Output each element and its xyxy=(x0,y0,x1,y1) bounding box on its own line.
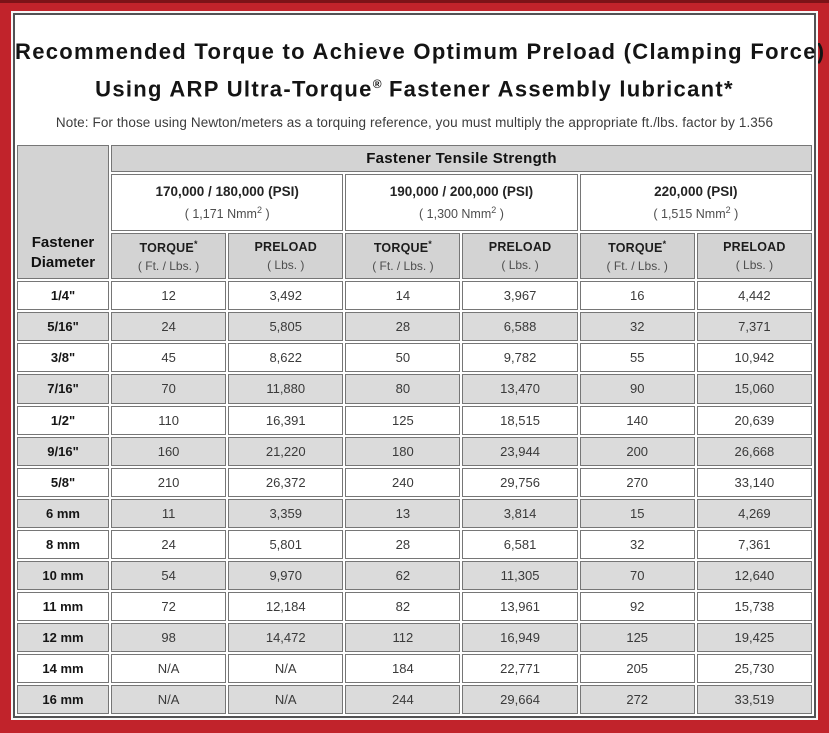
value-cell: 20,639 xyxy=(697,406,812,435)
registered-trademark-icon: ® xyxy=(372,77,382,91)
value-cell: 14,472 xyxy=(228,623,343,652)
value-cell: 125 xyxy=(580,623,695,652)
value-cell: 24 xyxy=(111,530,226,559)
value-cell: 7,371 xyxy=(697,312,812,341)
value-cell: 33,519 xyxy=(697,685,812,714)
value-cell: 22,771 xyxy=(462,654,577,683)
title-line-2 xyxy=(15,68,814,105)
value-cell: 90 xyxy=(580,374,695,403)
table-container xyxy=(15,143,814,716)
value-cell: 54 xyxy=(111,561,226,590)
value-cell: 23,944 xyxy=(462,437,577,466)
value-cell: 82 xyxy=(345,592,460,621)
note-text: Note: For those using Newton/meters as a torquing reference, you must multiply the appropriate ft./lbs. factor by 1.356 xyxy=(55,115,774,131)
nmm-post-1: ) xyxy=(261,207,270,222)
value-cell: 45 xyxy=(111,343,226,372)
value-cell: 3,359 xyxy=(228,499,343,528)
value-cell: 184 xyxy=(345,654,460,683)
value-cell: 4,269 xyxy=(697,499,812,528)
value-cell: 140 xyxy=(580,406,695,435)
torque-asterisk-3: * xyxy=(662,239,667,250)
psi-value-2: 190,000 / 200,000 (PSI) xyxy=(389,184,534,200)
corner-header-line-2: Diameter xyxy=(30,253,96,271)
psi-group-header-2 xyxy=(345,174,577,231)
value-cell: 19,425 xyxy=(697,623,812,652)
table-row xyxy=(17,530,812,559)
value-cell: 11,880 xyxy=(228,374,343,403)
value-cell: 16,949 xyxy=(462,623,577,652)
table-row xyxy=(17,499,812,528)
nmm-sup-2: 2 xyxy=(491,205,497,216)
torque-column-header-2 xyxy=(345,233,460,279)
diameter-cell: 11 mm xyxy=(17,592,109,621)
value-cell: 28 xyxy=(345,312,460,341)
value-cell: 80 xyxy=(345,374,460,403)
table-row xyxy=(17,685,812,714)
value-cell: 13,470 xyxy=(462,374,577,403)
title-line-1: Recommended Torque to Achieve Optimum Preload (Clamping Force) xyxy=(15,39,826,64)
table-row xyxy=(17,623,812,652)
torque-column-header-3 xyxy=(580,233,695,279)
value-cell: 210 xyxy=(111,468,226,497)
column-header-row xyxy=(17,233,812,279)
nmm-post-2: ) xyxy=(496,207,504,222)
page-title xyxy=(15,15,826,143)
value-cell: 3,967 xyxy=(462,281,577,310)
nmm-pre-3: ( 1,515 Nmm xyxy=(653,207,726,222)
nmm-pre-2: ( 1,300 Nmm xyxy=(419,207,492,222)
torque-label-1 xyxy=(112,239,225,255)
preload-units-1: ( Lbs. ) xyxy=(267,258,305,273)
value-cell: 9,782 xyxy=(462,343,577,372)
table-row xyxy=(17,406,812,435)
value-cell: 12,184 xyxy=(228,592,343,621)
value-cell: 21,220 xyxy=(228,437,343,466)
value-cell: 29,664 xyxy=(462,685,577,714)
title-line-2-cont: Fastener Assembly lubricant* xyxy=(381,76,734,102)
value-cell: 110 xyxy=(111,406,226,435)
diameter-cell: 16 mm xyxy=(17,685,109,714)
value-cell: 244 xyxy=(345,685,460,714)
psi-value-3: 220,000 (PSI) xyxy=(654,184,738,200)
preload-column-header-3 xyxy=(697,233,812,279)
value-cell: 180 xyxy=(345,437,460,466)
value-cell: 25,730 xyxy=(697,654,812,683)
nmm-post-3: ) xyxy=(730,207,739,222)
value-cell: 12 xyxy=(111,281,226,310)
table-body xyxy=(17,281,812,714)
preload-column-header-2 xyxy=(462,233,577,279)
value-cell: 26,372 xyxy=(228,468,343,497)
value-cell: 205 xyxy=(580,654,695,683)
value-cell: 62 xyxy=(345,561,460,590)
table-row xyxy=(17,654,812,683)
value-cell: 11 xyxy=(111,499,226,528)
torque-column-header-1 xyxy=(111,233,226,279)
value-cell: 125 xyxy=(345,406,460,435)
value-cell: 8,622 xyxy=(228,343,343,372)
diameter-cell: 12 mm xyxy=(17,623,109,652)
nmm-value-3 xyxy=(581,205,811,221)
preload-column-header-1 xyxy=(228,233,343,279)
nmm-sup-1: 2 xyxy=(256,205,262,216)
psi-group-header-3 xyxy=(580,174,812,231)
value-cell: 12,640 xyxy=(697,561,812,590)
torque-asterisk-2: * xyxy=(428,239,432,250)
diameter-cell: 7/16" xyxy=(17,374,109,403)
preload-label-2: PRELOAD xyxy=(488,240,552,255)
value-cell: N/A xyxy=(228,685,343,714)
value-cell: 15 xyxy=(580,499,695,528)
diameter-cell: 1/4" xyxy=(17,281,109,310)
value-cell: 18,515 xyxy=(462,406,577,435)
value-cell: 32 xyxy=(580,530,695,559)
psi-value-1: 170,000 / 180,000 (PSI) xyxy=(155,184,299,200)
value-cell: 13 xyxy=(345,499,460,528)
diameter-cell: 6 mm xyxy=(17,499,109,528)
value-cell: 272 xyxy=(580,685,695,714)
value-cell: 5,801 xyxy=(228,530,343,559)
diameter-cell: 9/16" xyxy=(17,437,109,466)
value-cell: N/A xyxy=(111,654,226,683)
value-cell: 55 xyxy=(580,343,695,372)
value-cell: N/A xyxy=(228,654,343,683)
value-cell: 24 xyxy=(111,312,226,341)
title-line-2-text: Using ARP Ultra-Torque xyxy=(95,76,373,102)
value-cell: 15,060 xyxy=(697,374,812,403)
diameter-cell: 5/8" xyxy=(17,468,109,497)
diameter-cell: 5/16" xyxy=(17,312,109,341)
nmm-sup-3: 2 xyxy=(725,205,731,216)
value-cell: 26,668 xyxy=(697,437,812,466)
corner-header-cell xyxy=(17,145,109,279)
preload-label-1: PRELOAD xyxy=(254,240,317,255)
value-cell: 3,492 xyxy=(228,281,343,310)
table-row xyxy=(17,343,812,372)
diameter-cell: 8 mm xyxy=(17,530,109,559)
diameter-cell: 14 mm xyxy=(17,654,109,683)
diameter-cell: 10 mm xyxy=(17,561,109,590)
value-cell: 28 xyxy=(345,530,460,559)
table-row xyxy=(17,468,812,497)
diameter-cell: 3/8" xyxy=(17,343,109,372)
value-cell: 29,756 xyxy=(462,468,577,497)
value-cell: 16 xyxy=(580,281,695,310)
torque-label-text-2: TORQUE xyxy=(373,241,429,256)
value-cell: 16,391 xyxy=(228,406,343,435)
preload-label-3: PRELOAD xyxy=(723,240,786,255)
value-cell: 10,942 xyxy=(697,343,812,372)
value-cell: 9,970 xyxy=(228,561,343,590)
content-frame xyxy=(13,13,826,718)
torque-units-3: ( Ft. / Lbs. ) xyxy=(606,259,668,274)
table-row xyxy=(17,592,812,621)
value-cell: 200 xyxy=(580,437,695,466)
torque-units-1: ( Ft. / Lbs. ) xyxy=(137,259,200,274)
tensile-strength-header: Fastener Tensile Strength xyxy=(111,145,812,172)
value-cell: 50 xyxy=(345,343,460,372)
group-header-row xyxy=(17,145,812,172)
value-cell: 7,361 xyxy=(697,530,812,559)
value-cell: 32 xyxy=(580,312,695,341)
value-cell: 92 xyxy=(580,592,695,621)
torque-label-text-3: TORQUE xyxy=(608,241,663,256)
torque-table xyxy=(15,143,814,716)
value-cell: 33,140 xyxy=(697,468,812,497)
nmm-value-1 xyxy=(112,205,342,221)
value-cell: N/A xyxy=(111,685,226,714)
nmm-value-2 xyxy=(346,205,576,221)
torque-label-3 xyxy=(581,239,694,255)
diameter-cell: 1/2" xyxy=(17,406,109,435)
torque-label-2 xyxy=(346,239,459,255)
value-cell: 112 xyxy=(345,623,460,652)
preload-units-2: ( Lbs. ) xyxy=(501,258,539,273)
torque-asterisk-1: * xyxy=(193,239,198,250)
value-cell: 13,961 xyxy=(462,592,577,621)
value-cell: 70 xyxy=(580,561,695,590)
torque-label-text-1: TORQUE xyxy=(139,241,194,256)
value-cell: 98 xyxy=(111,623,226,652)
table-row xyxy=(17,437,812,466)
value-cell: 160 xyxy=(111,437,226,466)
value-cell: 70 xyxy=(111,374,226,403)
value-cell: 15,738 xyxy=(697,592,812,621)
value-cell: 3,814 xyxy=(462,499,577,528)
table-row xyxy=(17,374,812,403)
table-row xyxy=(17,312,812,341)
table-row xyxy=(17,281,812,310)
torque-units-2: ( Ft. / Lbs. ) xyxy=(372,259,434,274)
psi-header-row xyxy=(17,174,812,231)
value-cell: 14 xyxy=(345,281,460,310)
value-cell: 11,305 xyxy=(462,561,577,590)
value-cell: 240 xyxy=(345,468,460,497)
nmm-pre-1: ( 1,171 Nmm xyxy=(184,207,257,222)
value-cell: 72 xyxy=(111,592,226,621)
table-row xyxy=(17,561,812,590)
value-cell: 270 xyxy=(580,468,695,497)
value-cell: 6,588 xyxy=(462,312,577,341)
preload-units-3: ( Lbs. ) xyxy=(735,258,774,273)
corner-header-line-1: Fastener xyxy=(31,234,95,252)
value-cell: 4,442 xyxy=(697,281,812,310)
value-cell: 6,581 xyxy=(462,530,577,559)
value-cell: 5,805 xyxy=(228,312,343,341)
psi-group-header-1 xyxy=(111,174,343,231)
